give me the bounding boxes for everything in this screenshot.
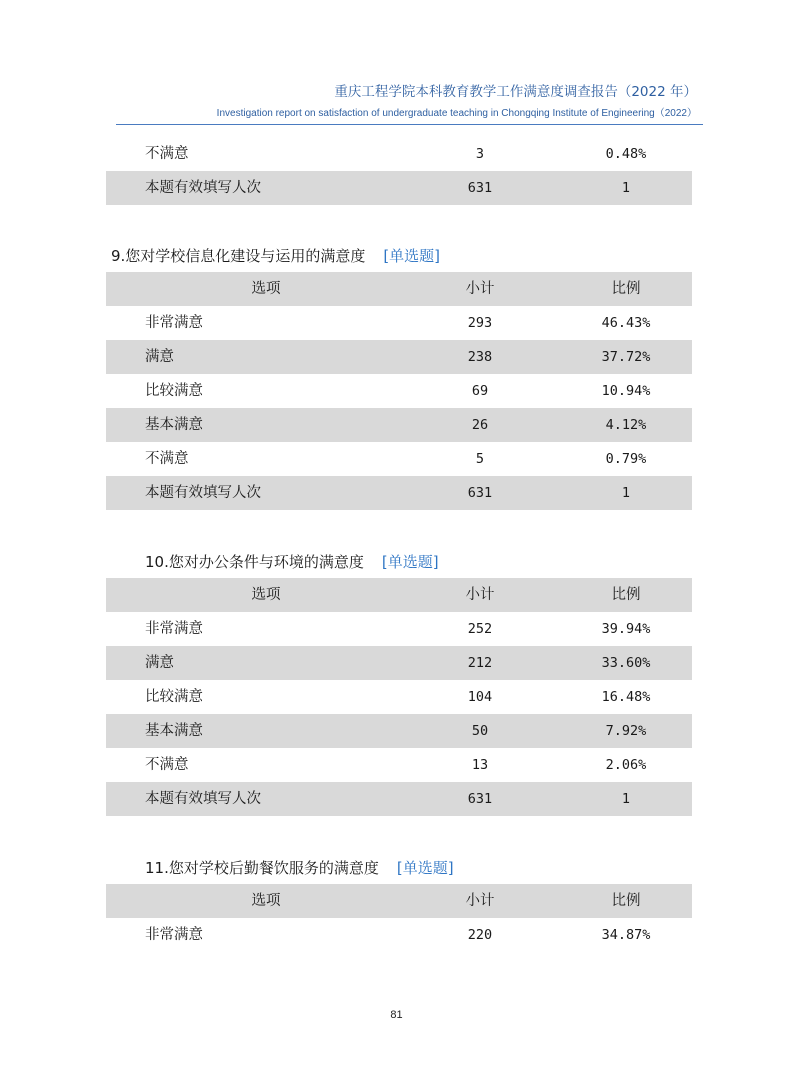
- ratio-cell: 0.48%: [605, 146, 647, 162]
- count-cell: 238: [467, 349, 493, 365]
- option-cell: 满意: [145, 655, 174, 671]
- q8-table-tail: [106, 137, 692, 205]
- table-header-row: [106, 884, 692, 918]
- ratio-cell: 16.48%: [601, 689, 651, 705]
- option-cell: 不满意: [145, 451, 189, 467]
- option-cell: 比较满意: [145, 689, 203, 705]
- table-row: [106, 442, 692, 476]
- count-cell: 631: [467, 791, 493, 807]
- count-cell: 13: [471, 757, 489, 773]
- option-cell: 基本满意: [145, 417, 203, 433]
- option-cell: 本题有效填写人次: [145, 180, 261, 196]
- count-cell: 631: [467, 485, 493, 501]
- table-row: [106, 680, 692, 714]
- ratio-cell: 1: [621, 180, 631, 196]
- table-row: [106, 714, 692, 748]
- column-header-option: 选项: [251, 587, 281, 603]
- q10-title: [145, 551, 439, 572]
- column-header-ratio: 比例: [611, 893, 641, 909]
- column-header-ratio: 比例: [611, 281, 641, 297]
- column-header-count: 小计: [465, 281, 495, 297]
- table-row: [106, 374, 692, 408]
- ratio-cell: 1: [621, 791, 631, 807]
- q11-table: [106, 884, 692, 952]
- count-cell: 26: [471, 417, 489, 433]
- count-cell: 50: [471, 723, 489, 739]
- table-row: [106, 748, 692, 782]
- count-cell: 293: [467, 315, 493, 331]
- question-text: 11.您对学校后勤餐饮服务的满意度: [145, 859, 379, 877]
- column-header-option: 选项: [251, 893, 281, 909]
- table-row: [106, 340, 692, 374]
- question-type-tag: [单选题]: [383, 247, 441, 265]
- option-cell: 满意: [145, 349, 174, 365]
- ratio-cell: 33.60%: [601, 655, 651, 671]
- question-type-tag: [单选题]: [381, 553, 439, 571]
- option-cell: 非常满意: [145, 621, 203, 637]
- table-row: [106, 137, 692, 171]
- count-cell: 631: [467, 180, 493, 196]
- ratio-cell: 37.72%: [601, 349, 651, 365]
- count-cell: 252: [467, 621, 493, 637]
- option-cell: 本题有效填写人次: [145, 485, 261, 501]
- ratio-cell: 7.92%: [605, 723, 647, 739]
- table-row: [106, 646, 692, 680]
- ratio-cell: 46.43%: [601, 315, 651, 331]
- count-cell: 3: [475, 146, 485, 162]
- option-cell: 非常满意: [145, 927, 203, 943]
- table-header-row: [106, 272, 692, 306]
- question-type-tag: [单选题]: [396, 859, 454, 877]
- page-number: 81: [390, 1009, 403, 1021]
- ratio-cell: 0.79%: [605, 451, 647, 467]
- option-cell: 比较满意: [145, 383, 203, 399]
- option-cell: 基本满意: [145, 723, 203, 739]
- table-row-total: [106, 171, 692, 205]
- table-row-total: [106, 476, 692, 510]
- table-row: [106, 918, 692, 952]
- table-row: [106, 612, 692, 646]
- count-cell: 69: [471, 383, 489, 399]
- count-cell: 5: [475, 451, 485, 467]
- report-title: 重庆工程学院本科教育教学工作满意度调查报告（2022 年）: [334, 84, 697, 100]
- ratio-cell: 34.87%: [601, 927, 651, 943]
- count-cell: 212: [467, 655, 493, 671]
- column-header-option: 选项: [251, 281, 281, 297]
- option-cell: 不满意: [145, 757, 189, 773]
- ratio-cell: 2.06%: [605, 757, 647, 773]
- ratio-cell: 1: [621, 485, 631, 501]
- count-cell: 104: [467, 689, 493, 705]
- column-header-ratio: 比例: [611, 587, 641, 603]
- table-row: [106, 306, 692, 340]
- table-header-row: [106, 578, 692, 612]
- report-subtitle: Investigation report on satisfaction of undergraduate teaching in Chongqing Institute of Engineering（2022）: [216, 108, 697, 119]
- q9-table: [106, 272, 692, 510]
- count-cell: 220: [467, 927, 493, 943]
- header-divider: [116, 124, 703, 125]
- column-header-count: 小计: [465, 587, 495, 603]
- option-cell: 非常满意: [145, 315, 203, 331]
- option-cell: 不满意: [145, 146, 189, 162]
- question-text: 9.您对学校信息化建设与运用的满意度: [111, 247, 366, 265]
- q11-title: [145, 857, 454, 878]
- question-text: 10.您对办公条件与环境的满意度: [145, 553, 364, 571]
- table-row-total: [106, 782, 692, 816]
- option-cell: 本题有效填写人次: [145, 791, 261, 807]
- q9-title: [111, 245, 440, 266]
- ratio-cell: 10.94%: [601, 383, 651, 399]
- ratio-cell: 39.94%: [601, 621, 651, 637]
- column-header-count: 小计: [465, 893, 495, 909]
- q10-table: [106, 578, 692, 816]
- table-row: [106, 408, 692, 442]
- ratio-cell: 4.12%: [605, 417, 647, 433]
